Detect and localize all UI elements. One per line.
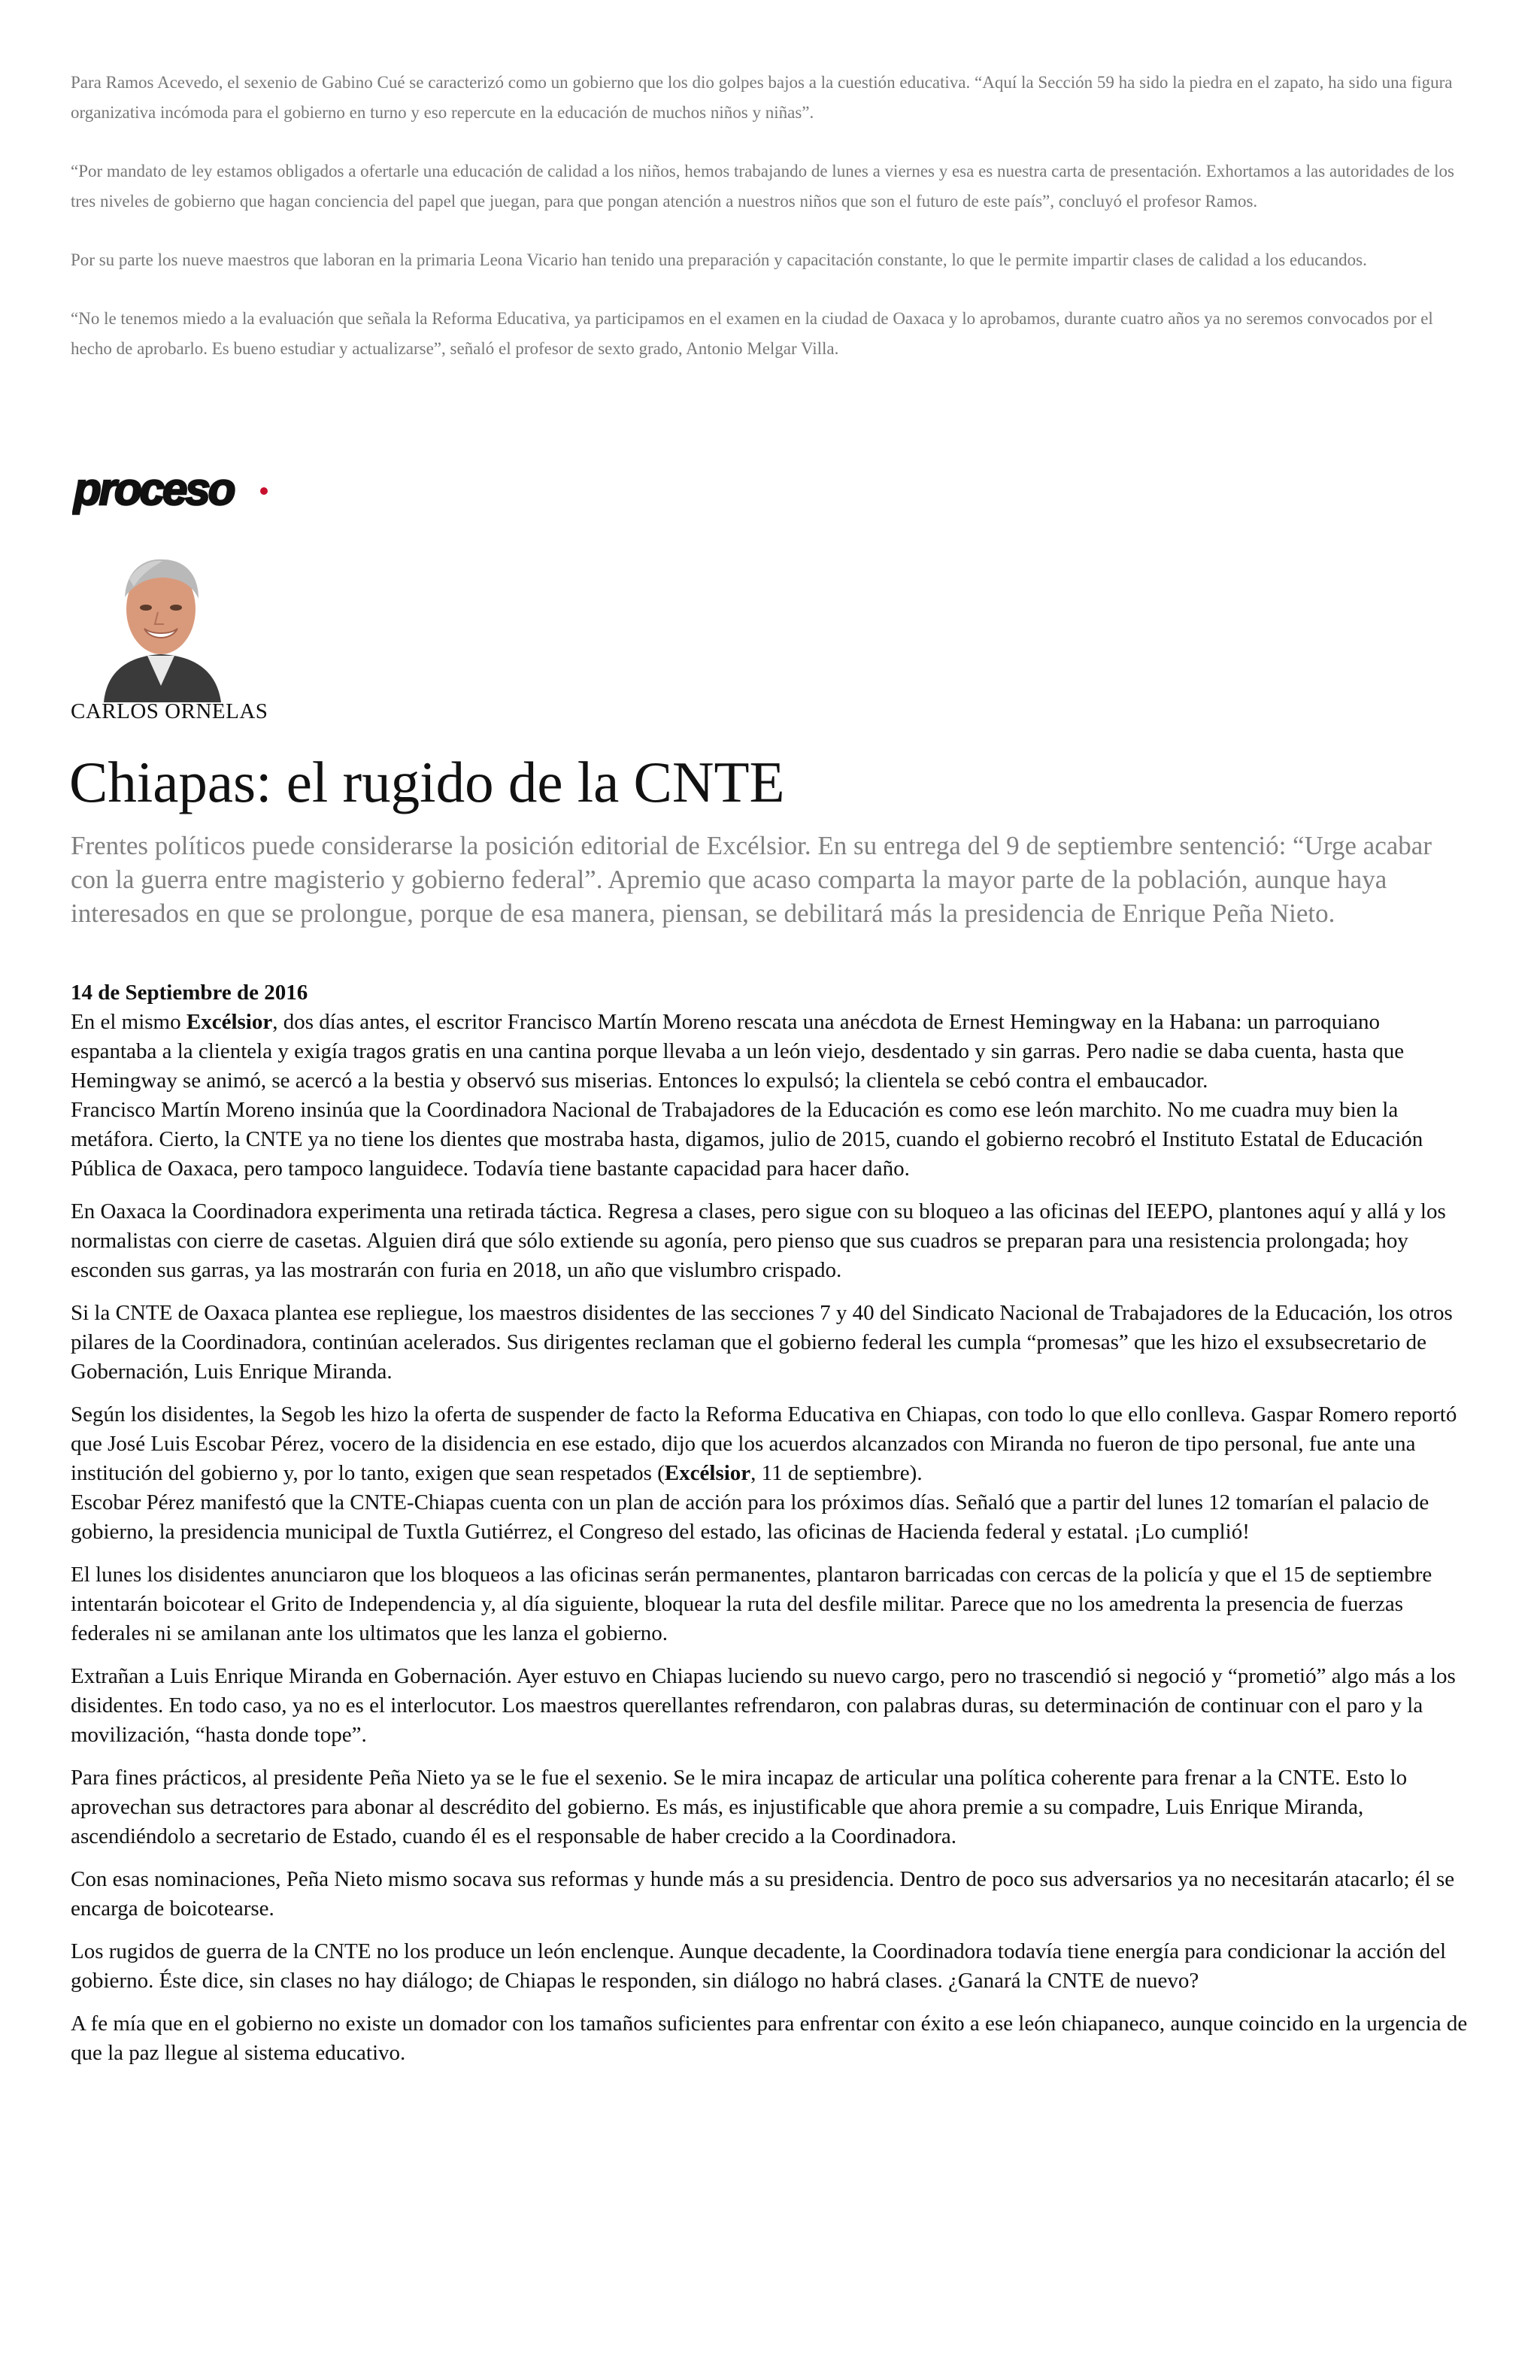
body-paragraph: Extrañan a Luis Enrique Miranda en Gobernación. Ayer estuvo en Chiapas luciendo su nuevo cargo, pero no trascendió si negoció y “prometió” algo más a los disidentes. En todo caso, ya no es el interlocutor. Los maestros querellantes refrendaron, con palabras duras, su determinación de continuar con el paro y la movilización, “hasta donde tope”. (71, 1664, 1456, 1747)
body-paragraph (71, 1008, 1469, 1096)
proceso-logo (72, 462, 275, 520)
svg-text:proceso: proceso (74, 464, 234, 514)
body-paragraph: Si la CNTE de Oaxaca plantea ese repliegue, los maestros disidentes de las secciones 7 y 40 del Sindicato Nacional de Trabajadores de la Educación, los otros pilares de la Coordinadora, continúan acelerados. Sus dirigentes reclaman que el gobierno federal les cumpla “promesas” que les hizo el exsubsecretario de Gobernación, Luis Enrique Miranda. (71, 1301, 1453, 1384)
body-paragraph (71, 1400, 1469, 1488)
prelude-paragraph: “Por mandato de ley estamos obligados a ofertarle una educación de calidad a los niños, hemos trabajando de lunes a viernes y esa es nuestra carta de presentación. Exhortamos a las autoridades de los tres niveles de gobierno que hagan conciencia del papel que juegan, para que pongan atención a nuestros niños que son el futuro de este país”, concluyó el profesor Ramos. (71, 162, 1454, 211)
article-lead: Frentes políticos puede considerarse la posición editorial de Excélsior. En su entrega del 9 de septiembre sentenció: “Urge acabar con la guerra entre magisterio y gobierno federal”. Apremio que acaso comparta la mayor parte de la población, aunque haya interesados en que se prolongue, porque de esa manera, piensan, se debilitará más la presidencia de Enrique Peña Nieto. (71, 831, 1432, 928)
text-run: , 11 de septiembre). (750, 1461, 923, 1485)
prelude-paragraph: Para Ramos Acevedo, el sexenio de Gabino Cué se caracterizó como un gobierno que los dio golpes bajos a la cuestión educativa. “Aquí la Sección 59 ha sido la piedra en el zapato, ha sido una figura organizativa incómoda para el gobierno en turno y eso repercute en la educación de muchos niños y niñas”. (71, 73, 1453, 122)
body-paragraph: Para fines prácticos, al presidente Peña Nieto ya se le fue el sexenio. Se le mira incapaz de articular una política coherente para frenar a la CNTE. Esto lo aprovechan sus detractores para abonar al descrédito del gobierno. Es más, es injustificable que ahora premie a su compadre, Luis Enrique Miranda, ascendiéndolo a secretario de Estado, cuando él es el responsable de haber crecido a la Coordinadora. (71, 1766, 1408, 1848)
body-paragraph: Los rugidos de guerra de la CNTE no los produce un león enclenque. Aunque decadente, la Coordinadora todavía tiene energía para condicionar la acción del gobierno. Éste dice, sin clases no hay diálogo; de Chiapas le responden, sin diálogo no habrá clases. ¿Ganará la CNTE de nuevo? (71, 1939, 1447, 1993)
body-paragraph: Con esas nominaciones, Peña Nieto mismo socava sus reformas y hunde más a su presidencia. Dentro de poco sus adversarios ya no necesitarán atacarlo; él se encarga de boicotearse. (71, 1867, 1455, 1921)
publication-name: Excélsior (664, 1461, 751, 1485)
article-date: 14 de Septiembre de 2016 (71, 981, 308, 1005)
author-name: CARLOS ORNELAS (71, 699, 268, 723)
text-run: En el mismo (71, 1010, 186, 1034)
previous-article-excerpt (71, 68, 1469, 393)
body-paragraph: Francisco Martín Moreno insinúa que la Coordinadora Nacional de Trabajadores de la Educación es como ese león marchito. No me cuadra muy bien la metáfora. Cierto, la CNTE ya no tiene los dientes que mostraba hasta, digamos, julio de 2015, cuando el gobierno recobró el Instituto Estatal de Educación Pública de Oaxaca, pero tampoco languidece. Todavía tiene bastante capacidad para hacer daño. (71, 1098, 1423, 1181)
prelude-paragraph: “No le tenemos miedo a la evaluación que señala la Reforma Educativa, ya participamos en el examen en la ciudad de Oaxaca y lo aprobamos, durante cuatro años ya no seremos convocados por el hecho de aprobarlo. Es bueno estudiar y actualizarse”, señaló el profesor de sexto grado, Antonio Melgar Villa. (71, 309, 1433, 358)
body-paragraph: A fe mía que en el gobierno no existe un domador con los tamaños suficientes para enfrentar con éxito a ese león chiapaneco, aunque coincido en la urgencia de que la paz llegue al sistema educativo. (71, 2012, 1468, 2065)
publication-name: Excélsior (186, 1010, 273, 1034)
body-paragraph: Escobar Pérez manifestó que la CNTE-Chiapas cuenta con un plan de acción para los próximos días. Señaló que a partir del lunes 12 tomarían el palacio de gobierno, la presidencia municipal de Tuxtla Gutiérrez, el Congreso del estado, las oficinas de Hacienda federal y estatal. ¡Lo cumplió! (71, 1490, 1429, 1544)
body-paragraph: En Oaxaca la Coordinadora experimenta una retirada táctica. Regresa a clases, pero sigue con su bloqueo a las oficinas del IEEPO, plantones aquí y allá y los normalistas con cierre de casetas. Alguien dirá que sólo extiende su agonía, pero pienso que sus cuadros se preparan para una resistencia prolongada; hoy esconden sus garras, ya las mostrarán con furia en 2018, un año que vislumbro crispado. (71, 1199, 1446, 1282)
body-paragraph: El lunes los disidentes anunciaron que los bloqueos a las oficinas serán permanentes, plantaron barricadas con cercas de la policía y que el 15 de septiembre intentarán boicotear el Grito de Independencia y, al día siguiente, bloquear la ruta del desfile militar. Parece que no los amedrenta la presencia de fuerzas federales ni se amilanan ante los ultimatos que les lanza el gobierno. (71, 1563, 1432, 1645)
text-run: , dos días antes, el escritor Francisco Martín Moreno rescata una anécdota de Ernest Hemingway en la Habana: un parroquiano espantaba a la clientela y exigía tragos gratis en una cantina porque llevaba a un león viejo, desdentado y sin garras. Pero nadie se daba cuenta, hasta que Hemingway se animó, se acercó a la bestia y observó sus miserias. Entonces lo expulsó; la clientela se cebó contra el embaucador. (71, 1010, 1405, 1093)
prelude-paragraph: Por su parte los nueve maestros que laboran en la primaria Leona Vicario han tenido una preparación y capacitación constante, lo que le permite impartir clases de calidad a los educandos. (71, 250, 1367, 269)
author-photo (89, 543, 233, 702)
article-headline: Chiapas: el rugido de la CNTE (69, 750, 785, 814)
text-run: Según los disidentes, la Segob les hizo la oferta de suspender de facto la Reforma Educativa en Chiapas, con todo lo que ello conlleva. Gaspar Romero reportó que José Luis Escobar Pérez, vocero de la disidencia en ese estado, dijo que los acuerdos alcanzados con Miranda no fueron de tipo personal, fue ante una institución del gobierno y, por lo tanto, exigen que sean respetados ( (71, 1402, 1457, 1485)
article-body (71, 978, 1469, 2068)
